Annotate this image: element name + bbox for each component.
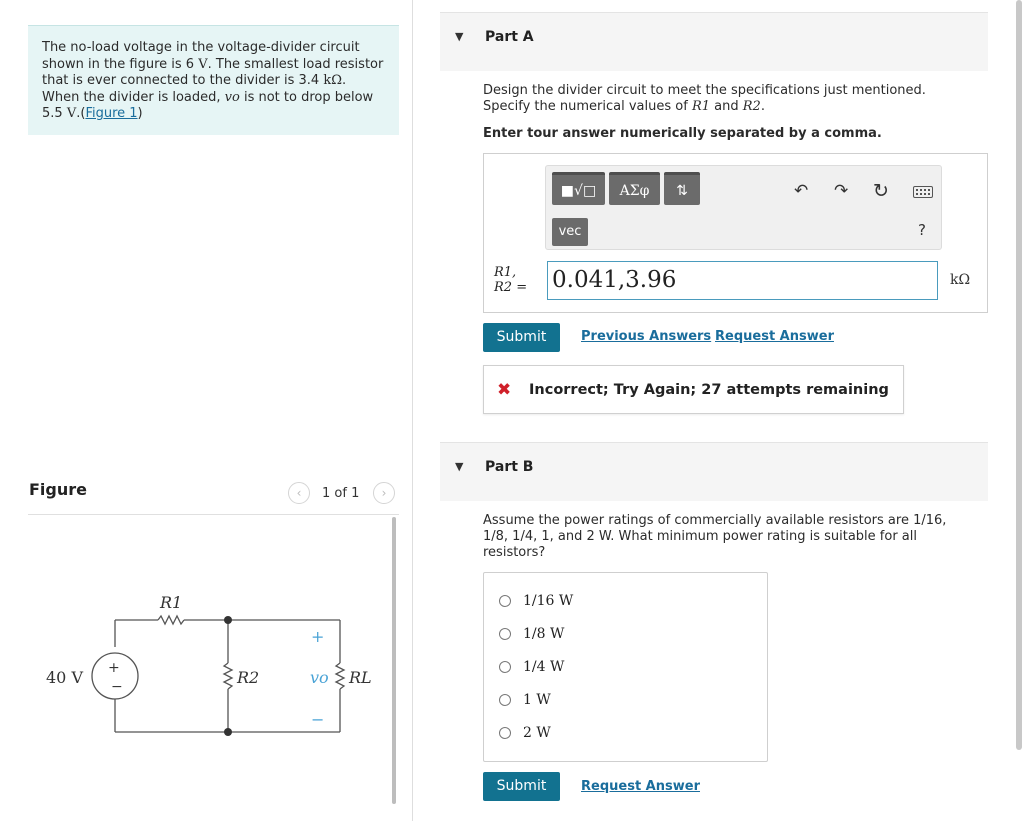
option-label: 1/4 W [523, 659, 565, 675]
junction-node [224, 616, 232, 624]
option-label: 1/8 W [523, 626, 565, 642]
submit-button[interactable]: Submit [483, 323, 560, 352]
x-icon: ✖ [497, 380, 512, 400]
pane-divider [412, 0, 413, 821]
option-row[interactable] [499, 657, 564, 677]
resistor-r1 [158, 616, 184, 624]
unit-volts: V [198, 56, 208, 72]
keyboard-icon[interactable] [913, 186, 933, 198]
vec-button[interactable]: vec [552, 218, 588, 246]
circuit-diagram [40, 585, 380, 745]
var-r2: R2 [742, 99, 761, 114]
option-row[interactable] [499, 690, 551, 710]
var-r1: R1 [691, 99, 711, 114]
resistor-rl [336, 663, 344, 689]
input-label-r2: R2 = [494, 280, 528, 295]
problem-text: . The smallest load resistor that is ever connected to the divider is 3.4 [42, 56, 384, 88]
unit-kohm: kΩ [323, 73, 342, 88]
chevron-right-icon: › [381, 486, 387, 500]
problem-text: The no-load voltage in the voltage-divider circuit shown in the figure is 6 [42, 40, 360, 72]
templates-button[interactable] [552, 172, 605, 205]
radio-button[interactable] [499, 694, 511, 706]
sort-button[interactable] [664, 172, 700, 205]
instruction-line [483, 99, 983, 115]
next-figure-button[interactable] [373, 482, 395, 504]
help-button[interactable]: ? [918, 221, 926, 239]
figure-divider [28, 514, 399, 515]
prev-figure-button[interactable] [288, 482, 310, 504]
option-label: 2 W [523, 725, 551, 741]
instruction-text: . [760, 99, 765, 114]
part-a-instructions [483, 83, 983, 115]
vo-label: vo [310, 668, 329, 687]
var-vo [225, 90, 240, 105]
problem-text: ) [137, 106, 143, 121]
request-answer-link[interactable]: Request Answer [715, 329, 834, 344]
radio-button[interactable] [499, 628, 511, 640]
option-row[interactable] [499, 723, 551, 743]
reset-icon[interactable]: ↻ [873, 180, 889, 202]
greek-symbols-button[interactable] [609, 172, 660, 205]
input-label [494, 265, 527, 295]
previous-answers-link[interactable]: Previous Answers [581, 329, 712, 344]
option-row[interactable] [499, 624, 564, 644]
caret-down-icon[interactable]: ▼ [455, 460, 464, 473]
input-label-r1: R1, [494, 265, 517, 280]
unit-label: kΩ [950, 272, 971, 288]
figure-title: Figure [29, 480, 87, 499]
radio-button[interactable] [499, 595, 511, 607]
instruction-text: and [714, 99, 739, 114]
figure-scrollbar[interactable] [392, 517, 396, 804]
instruction-text: Specify the numerical values of [483, 99, 688, 114]
feedback-text: Incorrect; Try Again; 27 attempts remaining [529, 382, 889, 398]
r1-label: R1 [160, 593, 183, 612]
submit-button[interactable]: Submit [483, 772, 560, 801]
unit-volts: V [66, 106, 77, 121]
entry-hint: Enter tour answer numerically separated by a comma. [483, 126, 882, 141]
junction-node [224, 728, 232, 736]
source-plus: + [108, 660, 120, 676]
chevron-left-icon: ‹ [296, 486, 302, 500]
greek-label: ΑΣφ [619, 183, 650, 199]
redo-icon[interactable]: ↷ [834, 181, 849, 201]
templates-icon: ■√□ [560, 183, 597, 199]
r2-label: R2 [237, 668, 260, 687]
resistor-r2 [224, 663, 232, 689]
page-scrollbar[interactable] [1016, 0, 1022, 750]
source-label: 40 V [46, 668, 83, 687]
part-b-title: Part B [485, 459, 534, 475]
option-row[interactable] [499, 591, 573, 611]
vo-minus: − [311, 710, 325, 729]
option-label: 1/16 W [523, 593, 574, 609]
problem-text: .( [76, 106, 86, 121]
part-b-question: Assume the power ratings of commercially available resistors are 1/16, 1/8, 1/4, 1, and 2 W. What minimum power rating is suitable for all resistors? [483, 513, 947, 560]
sort-arrows-icon: ⇅ [676, 183, 688, 199]
vo-plus: + [311, 627, 325, 646]
source-minus: − [111, 679, 123, 695]
var-vo-text: vo [224, 89, 240, 105]
radio-button[interactable] [499, 727, 511, 739]
problem-text: is not to drop below 5.5 [42, 89, 374, 121]
caret-down-icon[interactable]: ▼ [455, 30, 464, 43]
radio-button[interactable] [499, 661, 511, 673]
answer-input[interactable]: 0.041,3.96 [547, 261, 938, 300]
problem-statement [28, 25, 399, 135]
request-answer-link[interactable]: Request Answer [581, 779, 700, 794]
rl-label: RL [349, 668, 372, 687]
undo-icon[interactable]: ↶ [794, 181, 809, 201]
part-a-title: Part A [485, 29, 534, 45]
figure-link[interactable]: Figure 1 [85, 106, 138, 121]
option-label: 1 W [523, 692, 551, 708]
figure-counter: 1 of 1 [322, 486, 360, 501]
problem-text: . When the divider is loaded, [42, 73, 347, 105]
instruction-line: Design the divider circuit to meet the specifications just mentioned. [483, 83, 926, 98]
